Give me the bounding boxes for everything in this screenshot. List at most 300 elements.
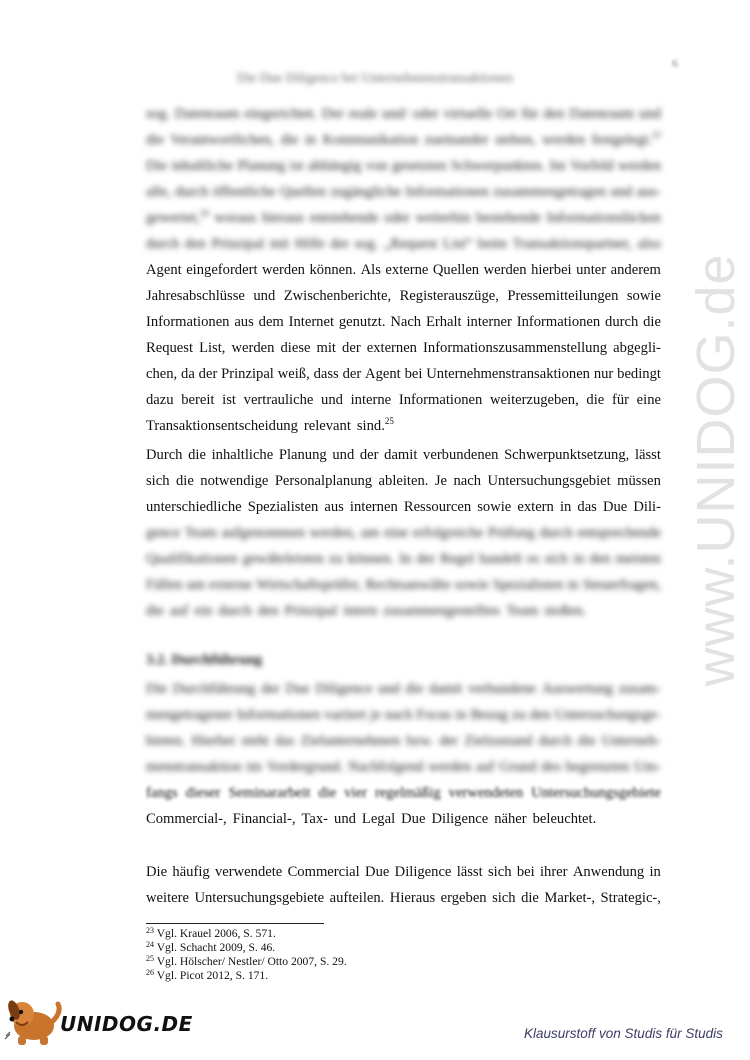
word: des	[541, 759, 561, 775]
word: durch	[538, 733, 572, 749]
word: ergeben	[440, 890, 487, 906]
paragraph	[146, 442, 661, 624]
word: verwendete	[215, 864, 283, 880]
word: Informationen	[516, 314, 601, 330]
word: zueinander	[424, 132, 489, 148]
word: Planung	[237, 158, 286, 174]
section-heading: 3.2. Durchführung	[146, 652, 263, 668]
word: den	[543, 106, 565, 122]
footnote	[146, 969, 646, 983]
word: aufteilen.	[329, 890, 385, 906]
word: die	[280, 132, 299, 148]
word: je	[370, 707, 381, 723]
word: Fällen	[146, 577, 183, 593]
word: gewertet,$^{24}$	[146, 208, 209, 226]
word: entstehende	[309, 210, 379, 226]
text-line	[146, 153, 661, 179]
word: Die	[146, 864, 168, 880]
text-line	[146, 728, 661, 754]
word: Zwischenberichte,	[283, 288, 392, 304]
word: interner	[466, 314, 512, 330]
word: Hierbei	[191, 733, 236, 749]
word: die	[586, 392, 605, 408]
word: durch	[539, 525, 573, 541]
word: Due	[602, 499, 628, 515]
word: werden	[428, 759, 472, 775]
word: durch	[605, 314, 639, 330]
word: anderem	[610, 262, 661, 278]
word: nach	[453, 473, 482, 489]
word: Untersuchungsgebiete	[531, 785, 661, 801]
word: Transaktionsentscheidung	[146, 418, 298, 434]
word: Prüfung	[487, 525, 535, 541]
text-line	[146, 885, 661, 911]
word: diese	[280, 340, 311, 356]
word: werden	[617, 158, 661, 174]
word: im	[246, 759, 262, 775]
word: abhängig	[307, 158, 362, 174]
word: Steuerfragen,	[582, 577, 661, 593]
word: da	[181, 366, 195, 382]
word: aus-	[636, 184, 661, 200]
word: gesetzten	[391, 158, 447, 174]
word: Verantwortlichen,	[170, 132, 275, 148]
word: auf	[169, 603, 189, 619]
word: woraus	[214, 210, 257, 226]
page-number: 6	[672, 56, 678, 70]
word: Diligence	[394, 864, 452, 880]
word: Due	[365, 864, 390, 880]
word: oder	[384, 210, 411, 226]
word: sich	[146, 473, 170, 489]
text-line	[146, 413, 661, 439]
word: Durch	[146, 447, 183, 463]
word: zusam-	[618, 681, 661, 697]
word: können.	[309, 262, 357, 278]
footnote-number: 24	[146, 940, 154, 949]
word: das	[274, 733, 295, 749]
footnote-text: Vgl. Picot 2012, S. 171.	[154, 969, 269, 982]
running-header: Die Due Diligence bei Unternehmenstransaktionen	[237, 70, 513, 85]
word: den	[257, 603, 279, 619]
word: verbundenen	[423, 447, 499, 463]
text-line	[146, 361, 661, 387]
word: Prinzipal	[284, 603, 338, 619]
text-line	[146, 127, 661, 153]
word: Unternehmenstransaktionen	[426, 366, 590, 382]
unidog-logo[interactable]	[4, 990, 193, 1050]
word: Untersuchungsgebiet	[487, 473, 611, 489]
word: Diligence	[315, 681, 373, 697]
word: und	[639, 106, 661, 122]
word: die	[175, 473, 194, 489]
text-line	[146, 387, 661, 413]
word: variiert	[324, 707, 367, 723]
word: Bezug	[470, 707, 508, 723]
word: mit	[269, 236, 290, 252]
word: der	[359, 447, 379, 463]
word: nach	[384, 707, 413, 723]
word: aus	[324, 499, 344, 515]
word: internen	[349, 499, 398, 515]
word: Tax-	[301, 811, 329, 827]
word: Request	[146, 340, 194, 356]
word: zu	[328, 551, 343, 567]
paragraph	[146, 101, 661, 439]
text-line	[146, 572, 661, 598]
paragraph	[146, 676, 661, 832]
word: Commercial	[287, 864, 360, 880]
word: List“	[443, 236, 473, 252]
word: unterschiedliche	[146, 499, 242, 515]
word: In	[399, 551, 412, 567]
word: Auswertung	[541, 681, 614, 697]
word: Financial-,	[232, 811, 296, 827]
word: damit	[384, 447, 418, 463]
word: aus	[234, 314, 254, 330]
footnote-text: Vgl. Krauel 2006, S. 571.	[154, 927, 276, 940]
word: Market-,	[544, 890, 596, 906]
word: damit	[429, 681, 463, 697]
word: der	[198, 366, 218, 382]
word: dass	[313, 366, 339, 382]
word: externe	[385, 262, 429, 278]
word: bei	[516, 864, 535, 880]
word: Kommunikation	[322, 132, 419, 148]
word: Grund	[499, 759, 537, 775]
word: Der	[321, 106, 344, 122]
word: ein	[194, 603, 213, 619]
word: und	[610, 184, 633, 200]
word: hierbei	[531, 262, 572, 278]
word: die	[405, 681, 424, 697]
word: weiterzugeben,	[490, 392, 579, 408]
word: oder	[412, 106, 439, 122]
word: Agent	[146, 262, 182, 278]
word: ihrer	[539, 864, 568, 880]
word: Spezialisten	[247, 499, 319, 515]
text-line	[146, 231, 661, 257]
word: auf	[475, 759, 495, 775]
word: eingefordert	[186, 262, 258, 278]
word: die	[577, 733, 596, 749]
word: Informationslücken	[546, 210, 661, 226]
word: Ressourcen	[403, 499, 472, 515]
word: dem	[258, 314, 284, 330]
word: bei	[404, 366, 423, 382]
footnote-number: 26	[146, 968, 154, 977]
word: in	[573, 551, 585, 567]
word: Durchführung	[172, 681, 256, 697]
word: also	[637, 236, 661, 252]
word: bzw.	[406, 733, 434, 749]
word: Agent	[365, 366, 401, 382]
word: Wirtschaftsprüfer,	[256, 577, 362, 593]
text-line	[146, 257, 661, 283]
word: sog.	[146, 106, 170, 122]
footnote-text: Vgl. Schacht 2009, S. 46.	[154, 941, 276, 954]
word: nur	[593, 366, 614, 382]
footnote-mark: 25	[384, 416, 394, 426]
word: können.	[347, 551, 395, 567]
word: Nach	[390, 314, 422, 330]
word: eine	[636, 392, 661, 408]
word: verbundene	[467, 681, 537, 697]
word: ist	[289, 158, 304, 174]
word: und	[253, 288, 276, 304]
word: begrenzten	[565, 759, 630, 775]
word: zusammengestelltes	[383, 603, 501, 619]
word: ist	[222, 392, 236, 408]
word: steht	[241, 733, 269, 749]
word: Hilfe	[294, 236, 325, 252]
word: durch	[218, 603, 252, 619]
word: für	[611, 392, 629, 408]
word: List,	[199, 340, 226, 356]
word: Schwerpunktsetzung,	[504, 447, 630, 463]
word: Quellen	[280, 184, 327, 200]
text-line	[146, 546, 661, 572]
word: Jahresabschlüsse	[146, 288, 245, 304]
word: bedingt	[617, 366, 661, 382]
word: die	[146, 603, 164, 619]
word: der	[416, 551, 436, 567]
paragraph	[146, 859, 661, 911]
word: Informationen	[405, 184, 489, 200]
word: und	[377, 681, 400, 697]
word: zu	[511, 707, 526, 723]
word: den	[589, 551, 611, 567]
word: Erhalt	[425, 314, 462, 330]
word: eingerichtet.	[244, 106, 318, 122]
word: Prinzipal	[211, 236, 265, 252]
word: inhaltliche	[211, 447, 274, 463]
word: relevant	[303, 418, 351, 434]
footnote	[146, 927, 646, 941]
word: Informationszusammenstellung	[423, 340, 608, 356]
footnote-number: 23	[146, 926, 154, 935]
word: durch	[175, 184, 209, 200]
word: externen	[366, 340, 417, 356]
word: eine	[383, 525, 409, 541]
word: der	[330, 236, 349, 252]
slogan: Klausurstoff von Studis für Studis	[524, 1026, 723, 1041]
word: hieraus	[262, 210, 305, 226]
word: werden	[483, 262, 527, 278]
word: „Request	[383, 236, 438, 252]
word: sich	[544, 551, 568, 567]
word: und	[334, 811, 356, 827]
word: erfolgreiche	[412, 525, 484, 541]
word: sich	[487, 864, 512, 880]
word: bestehende	[476, 210, 542, 226]
watermark: www.UNIDOG.de	[686, 253, 746, 687]
word: lässt	[456, 864, 483, 880]
footnote-mark: 24	[199, 208, 209, 218]
word: sowie	[477, 499, 512, 515]
word: Planung	[278, 447, 327, 463]
word: abgegli-	[613, 340, 661, 356]
word: in	[567, 577, 579, 593]
word: mengetragener	[146, 707, 233, 723]
word: menstransaktion	[146, 759, 242, 775]
footnote-rule	[146, 923, 324, 924]
word: Unterneh-	[601, 733, 661, 749]
word: um	[360, 525, 380, 541]
text-line	[146, 598, 661, 624]
word: inhaltliche	[171, 158, 234, 174]
word: extern	[517, 499, 554, 515]
word: häufig	[172, 864, 210, 880]
word: Due	[401, 811, 426, 827]
word: Internet	[288, 314, 335, 330]
logo-text: UNIDOG.DE	[60, 1012, 193, 1036]
word: Due	[285, 681, 310, 697]
word: und/	[381, 106, 408, 122]
word: Untersuchungsge-	[554, 707, 661, 723]
word: weitere	[146, 890, 189, 906]
word: alle,	[146, 184, 171, 200]
word: chen,	[146, 366, 178, 382]
word: werden	[231, 340, 275, 356]
word: Focus	[416, 707, 452, 723]
text-line	[146, 806, 661, 832]
word: dazu	[146, 392, 174, 408]
footnotes	[146, 927, 646, 983]
text-line	[146, 520, 661, 546]
word: sog.	[354, 236, 379, 252]
word: den	[184, 236, 206, 252]
word: Prinzipal	[221, 366, 274, 382]
word: Transaktionspartner,	[512, 236, 632, 252]
word: Informationen	[398, 392, 483, 408]
word: vertrauliche	[243, 392, 314, 408]
word: Pressemitteilungen	[507, 288, 619, 304]
word: von	[365, 158, 388, 174]
word: reale	[348, 106, 378, 122]
text-line	[146, 676, 661, 702]
word: um	[186, 577, 206, 593]
word: lässt	[634, 447, 661, 463]
word: Im	[549, 158, 566, 174]
word: in	[304, 132, 317, 148]
word: gence	[146, 525, 181, 541]
word: Regel	[440, 551, 475, 567]
word: Informationen	[236, 707, 321, 723]
word: beleuchtet.	[532, 811, 597, 827]
word: Strategic-,	[600, 890, 661, 906]
word: Informationen	[146, 314, 230, 330]
word: Ort	[497, 106, 517, 122]
footnote-text: Vgl. Hölscher/ Nestler/ Otto 2007, S. 29.	[154, 955, 347, 968]
word: handelt	[479, 551, 523, 567]
word: Commercial-,	[146, 811, 227, 827]
word: Schwerpunkten.	[450, 158, 546, 174]
word: Registerauszüge,	[399, 288, 499, 304]
text-line	[146, 442, 661, 468]
word: genutzt.	[338, 314, 386, 330]
word: gewährleisten	[242, 551, 324, 567]
word: in	[559, 499, 572, 515]
word: vier	[344, 785, 367, 801]
word: fangs	[146, 785, 178, 801]
word: und	[332, 447, 355, 463]
word: Quellen	[432, 262, 480, 278]
word: Team	[184, 525, 217, 541]
text-line	[146, 309, 661, 335]
word: Als	[360, 262, 381, 278]
word: entsprechende	[577, 525, 661, 541]
word: Um-	[634, 759, 661, 775]
word: Datenraum	[174, 106, 240, 122]
word: unter	[576, 262, 607, 278]
word: festgelegt.$^{23}$	[591, 130, 661, 148]
word: für	[521, 106, 539, 122]
word: müssen	[617, 473, 661, 489]
text-line	[146, 859, 661, 885]
word: sind.$^{25}$	[356, 416, 394, 434]
word: näher	[494, 811, 527, 827]
footnote-mark: 23	[651, 130, 661, 140]
word: mit	[316, 340, 336, 356]
word: Vorfeld	[570, 158, 614, 174]
word: aufgenommen	[221, 525, 305, 541]
word: beim	[477, 236, 507, 252]
word: Spezialisten	[492, 577, 564, 593]
word: sowie	[626, 288, 661, 304]
word: Anwendung	[572, 864, 645, 880]
word: stoßen.	[544, 603, 587, 619]
text-line	[146, 101, 661, 127]
word: die	[318, 785, 337, 801]
word: und	[321, 392, 343, 408]
word: Datenraum	[569, 106, 635, 122]
word: Hieraus	[389, 890, 436, 906]
text-line	[146, 283, 661, 309]
word: Personalplanung	[274, 473, 373, 489]
word: verwendeten	[448, 785, 524, 801]
word: Untersuchungsgebiete	[194, 890, 325, 906]
word: Vordergrund.	[266, 759, 344, 775]
word: regelmäßig	[374, 785, 441, 801]
word: Rechtsanwälte	[365, 577, 451, 593]
word: in	[649, 864, 661, 880]
text-line	[146, 179, 661, 205]
word: öffentliche	[212, 184, 276, 200]
word: Dili-	[633, 499, 661, 515]
word: virtuelle	[443, 106, 493, 122]
word: das	[577, 499, 597, 515]
word: bereit	[181, 392, 215, 408]
word: Zielzustand	[464, 733, 533, 749]
word: die	[188, 447, 206, 463]
word: Die	[146, 158, 168, 174]
word: in	[455, 707, 467, 723]
dog-icon	[4, 992, 64, 1048]
word: die	[521, 890, 539, 906]
word: Team	[506, 603, 539, 619]
word: meisten	[615, 551, 661, 567]
word: zugängliche	[330, 184, 402, 200]
word: weiß,	[277, 366, 310, 382]
word: dieser	[185, 785, 221, 801]
word: Seminararbeit	[228, 785, 311, 801]
word: der	[261, 681, 280, 697]
footnote-number: 25	[146, 954, 154, 963]
word: zusammengetragen	[493, 184, 607, 200]
word: Diligence	[431, 811, 489, 827]
word: notwendige	[200, 473, 269, 489]
